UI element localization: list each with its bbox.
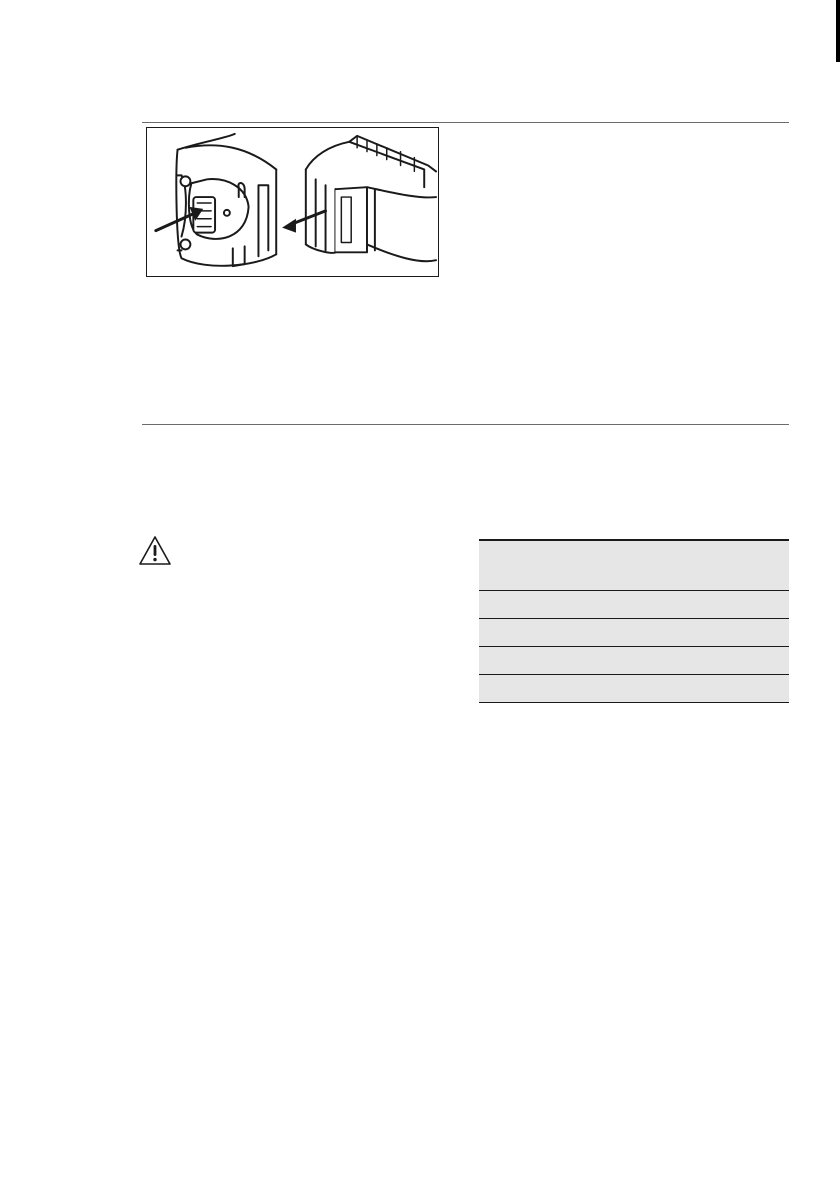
page-edge-marker [836, 0, 840, 62]
table-row [479, 590, 789, 618]
table-header-cell [479, 540, 789, 590]
left-housing-shape [176, 134, 276, 266]
arrow-out-icon [282, 211, 325, 233]
spec-table [479, 539, 789, 703]
section-divider-bottom [142, 424, 789, 425]
table-cell [479, 618, 789, 646]
section-divider-top [142, 122, 789, 123]
table-cell [479, 646, 789, 674]
illustration-plug-connector [146, 127, 439, 277]
warning-triangle-icon [137, 534, 173, 568]
table-row [479, 646, 789, 674]
table-row [479, 618, 789, 646]
table-header-row [479, 540, 789, 590]
table-cell [479, 590, 789, 618]
table-row [479, 674, 789, 702]
table-cell [479, 674, 789, 702]
right-housing-shape [306, 136, 436, 261]
